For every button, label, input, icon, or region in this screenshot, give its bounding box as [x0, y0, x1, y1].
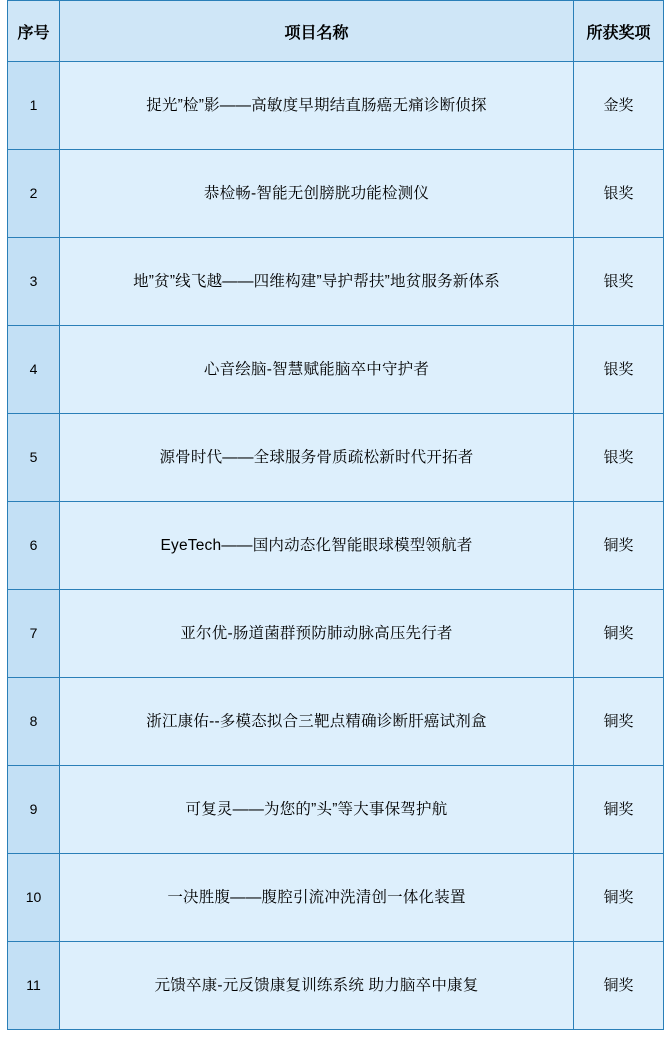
cell-award: 铜奖	[574, 766, 664, 854]
cell-project-name: 地”贫”线飞越——四维构建”导护帮扶”地贫服务新体系	[60, 238, 574, 326]
cell-project-name: 捉光”检”影——高敏度早期结直肠癌无痛诊断侦探	[60, 62, 574, 150]
cell-award: 铜奖	[574, 590, 664, 678]
table-row	[8, 590, 664, 678]
column-header-index: 序号	[8, 1, 60, 62]
cell-index: 2	[8, 150, 60, 238]
table-header	[8, 1, 664, 62]
award-table	[7, 0, 664, 1030]
table-row	[8, 414, 664, 502]
column-header-project-name: 项目名称	[60, 1, 574, 62]
cell-award: 铜奖	[574, 854, 664, 942]
table-header-row	[8, 1, 664, 62]
cell-award: 银奖	[574, 150, 664, 238]
cell-index: 8	[8, 678, 60, 766]
cell-project-name: 恭检畅-智能无创膀胱功能检测仪	[60, 150, 574, 238]
cell-index: 10	[8, 854, 60, 942]
cell-project-name: 浙江康佑--多模态拟合三靶点精确诊断肝癌试剂盒	[60, 678, 574, 766]
table-row	[8, 150, 664, 238]
cell-project-name: 亚尔优-肠道菌群预防肺动脉高压先行者	[60, 590, 574, 678]
cell-index: 1	[8, 62, 60, 150]
cell-index: 5	[8, 414, 60, 502]
cell-project-name: 心音绘脑-智慧赋能脑卒中守护者	[60, 326, 574, 414]
table-row	[8, 854, 664, 942]
table-row	[8, 238, 664, 326]
table-row	[8, 766, 664, 854]
table-row	[8, 678, 664, 766]
cell-award: 银奖	[574, 414, 664, 502]
cell-award: 铜奖	[574, 942, 664, 1030]
cell-award: 银奖	[574, 326, 664, 414]
cell-project-name: EyeTech——国内动态化智能眼球模型领航者	[60, 502, 574, 590]
cell-index: 11	[8, 942, 60, 1030]
cell-index: 7	[8, 590, 60, 678]
cell-award: 铜奖	[574, 678, 664, 766]
table-row	[8, 62, 664, 150]
cell-index: 6	[8, 502, 60, 590]
cell-project-name: 一决胜腹——腹腔引流冲洗清创一体化装置	[60, 854, 574, 942]
table-row	[8, 326, 664, 414]
cell-project-name: 可复灵——为您的”头”等大事保驾护航	[60, 766, 574, 854]
table-row	[8, 502, 664, 590]
table-body	[8, 62, 664, 1030]
table-row	[8, 942, 664, 1030]
cell-index: 4	[8, 326, 60, 414]
column-header-award: 所获奖项	[574, 1, 664, 62]
cell-index: 3	[8, 238, 60, 326]
cell-award: 金奖	[574, 62, 664, 150]
cell-award: 铜奖	[574, 502, 664, 590]
cell-index: 9	[8, 766, 60, 854]
cell-award: 银奖	[574, 238, 664, 326]
cell-project-name: 源骨时代——全球服务骨质疏松新时代开拓者	[60, 414, 574, 502]
cell-project-name: 元馈卒康-元反馈康复训练系统 助力脑卒中康复	[60, 942, 574, 1030]
